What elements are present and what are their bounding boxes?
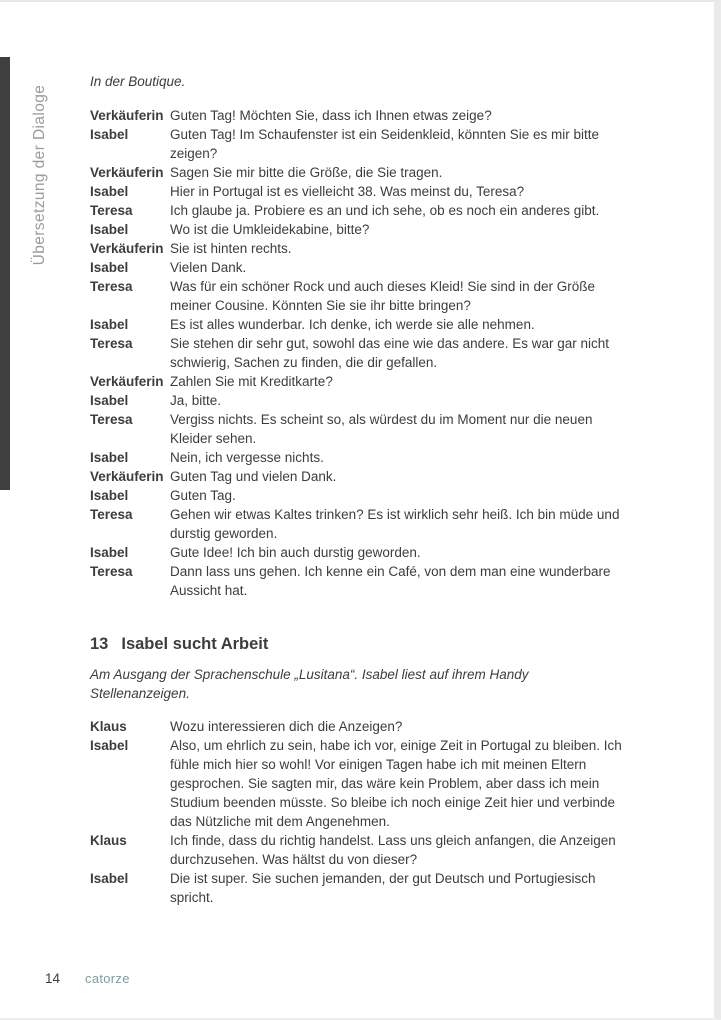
dialogue-row — [90, 562, 630, 600]
dialogue-text: Ich glaube ja. Probiere es an und ich sehe, ob es noch ein anderes gibt. — [170, 203, 600, 218]
dialogue-text: Sie ist hinten rechts. — [170, 241, 292, 256]
speaker-name: Teresa — [90, 203, 133, 218]
dialogue-boutique — [90, 106, 630, 600]
section-heading — [90, 633, 630, 655]
speaker-name: Isabel — [90, 260, 129, 275]
dialogue-text: Guten Tag! Möchten Sie, dass ich Ihnen etwas zeige? — [170, 108, 492, 123]
speaker-name: Isabel — [90, 871, 129, 886]
dialogue-text: Sagen Sie mir bitte die Größe, die Sie tragen. — [170, 165, 443, 180]
dialogue-row — [90, 258, 630, 277]
dialogue-text: Sie stehen dir sehr gut, sowohl das eine wie das andere. Es war gar nicht schwierig, Sachen zu finden, die dir gefallen. — [170, 336, 609, 370]
dialogue-row — [90, 125, 630, 163]
dialogue-row — [90, 736, 630, 831]
speaker-name: Verkäuferin — [90, 374, 164, 389]
speaker-name: Teresa — [90, 336, 133, 351]
sidebar-accent-bar — [0, 57, 10, 490]
dialogue-row — [90, 106, 630, 125]
dialogue-row — [90, 410, 630, 448]
dialogue-text: Guten Tag! Im Schaufenster ist ein Seidenkleid, könnten Sie es mir bitte zeigen? — [170, 127, 599, 161]
dialogue-text: Dann lass uns gehen. Ich kenne ein Café, von dem man eine wunderbare Aussicht hat. — [170, 564, 611, 598]
dialogue-row — [90, 831, 630, 869]
speaker-name: Isabel — [90, 127, 129, 142]
scene-intro: In der Boutique. — [90, 74, 186, 89]
dialogue-arbeit — [90, 717, 630, 907]
speaker-name: Klaus — [90, 833, 127, 848]
speaker-name: Verkäuferin — [90, 108, 164, 123]
page-edge-top — [0, 0, 721, 2]
page-edge-right — [714, 0, 721, 1020]
dialogue-text: Guten Tag und vielen Dank. — [170, 469, 337, 484]
dialogue-row — [90, 372, 630, 391]
speaker-name: Isabel — [90, 184, 129, 199]
section-number: 13 — [90, 635, 109, 653]
dialogue-row — [90, 717, 630, 736]
dialogue-row — [90, 334, 630, 372]
dialogue-row — [90, 467, 630, 486]
sidebar-rotated-label: Übersetzung der Dialoge — [31, 84, 48, 266]
dialogue-text: Die ist super. Sie suchen jemanden, der gut Deutsch und Portugiesisch spricht. — [170, 871, 596, 905]
speaker-name: Teresa — [90, 564, 133, 579]
speaker-name: Isabel — [90, 488, 129, 503]
dialogue-row — [90, 163, 630, 182]
speaker-name: Teresa — [90, 279, 133, 294]
dialogue-text: Es ist alles wunderbar. Ich denke, ich werde sie alle nehmen. — [170, 317, 535, 332]
section-title: Isabel sucht Arbeit — [121, 635, 269, 653]
dialogue-text: Ich finde, dass du richtig handelst. Lass uns gleich anfangen, die Anzeigen durchzusehen. Was hältst du von dieser? — [170, 833, 616, 867]
dialogue-text: Wozu interessieren dich die Anzeigen? — [170, 719, 403, 734]
dialogue-row — [90, 182, 630, 201]
footer — [45, 971, 130, 986]
dialogue-text: Gute Idee! Ich bin auch durstig geworden. — [170, 545, 421, 560]
dialogue-row — [90, 315, 630, 334]
dialogue-text: Ja, bitte. — [170, 393, 222, 408]
page-word: catorze — [85, 971, 130, 986]
dialogue-row — [90, 505, 630, 543]
dialogue-text: Zahlen Sie mit Kreditkarte? — [170, 374, 333, 389]
speaker-name: Isabel — [90, 393, 129, 408]
dialogue-row — [90, 239, 630, 258]
speaker-name: Teresa — [90, 412, 133, 427]
dialogue-text: Vielen Dank. — [170, 260, 247, 275]
dialogue-text: Vergiss nichts. Es scheint so, als würdest du im Moment nur die neuen Kleider sehen. — [170, 412, 593, 446]
page-content — [90, 72, 630, 907]
dialogue-text: Wo ist die Umkleidekabine, bitte? — [170, 222, 370, 237]
speaker-name: Isabel — [90, 317, 129, 332]
dialogue-text: Was für ein schöner Rock und auch dieses Kleid! Sie sind in der Größe meiner Cousine. Könnten Sie sie ihr bitte bringen? — [170, 279, 595, 313]
dialogue-row — [90, 543, 630, 562]
dialogue-text: Nein, ich vergesse nichts. — [170, 450, 324, 465]
speaker-name: Verkäuferin — [90, 165, 164, 180]
speaker-name: Isabel — [90, 738, 129, 753]
speaker-name: Verkäuferin — [90, 241, 164, 256]
dialogue-row — [90, 277, 630, 315]
speaker-name: Isabel — [90, 222, 129, 237]
page-number: 14 — [45, 971, 61, 986]
dialogue-row — [90, 391, 630, 410]
dialogue-row — [90, 448, 630, 467]
speaker-name: Teresa — [90, 507, 133, 522]
dialogue-text: Also, um ehrlich zu sein, habe ich vor, einige Zeit in Portugal zu bleiben. Ich fühle mich hier so wohl! Vor einigen Tagen habe ich mit meinen Eltern gesprochen. Sie sagten mir, das wäre kein Problem, aber dass ich mein Studium beenden müsste. So bleibe ich noch einige Zeit hier und verbinde das Nützliche mit dem Angenehmen. — [170, 738, 622, 829]
dialogue-row — [90, 201, 630, 220]
dialogue-text: Gehen wir etwas Kaltes trinken? Es ist wirklich sehr heiß. Ich bin müde und durstig geworden. — [170, 507, 620, 541]
speaker-name: Verkäuferin — [90, 469, 164, 484]
dialogue-row — [90, 486, 630, 505]
dialogue-text: Hier in Portugal ist es vielleicht 38. Was meinst du, Teresa? — [170, 184, 525, 199]
dialogue-text: Guten Tag. — [170, 488, 236, 503]
dialogue-row — [90, 869, 630, 907]
dialogue-row — [90, 220, 630, 239]
speaker-name: Isabel — [90, 545, 129, 560]
speaker-name: Isabel — [90, 450, 129, 465]
scene-intro-2: Am Ausgang der Sprachenschule „Lusitana“. Isabel liest auf ihrem Handy Stellenanzeigen. — [90, 667, 529, 701]
speaker-name: Klaus — [90, 719, 127, 734]
